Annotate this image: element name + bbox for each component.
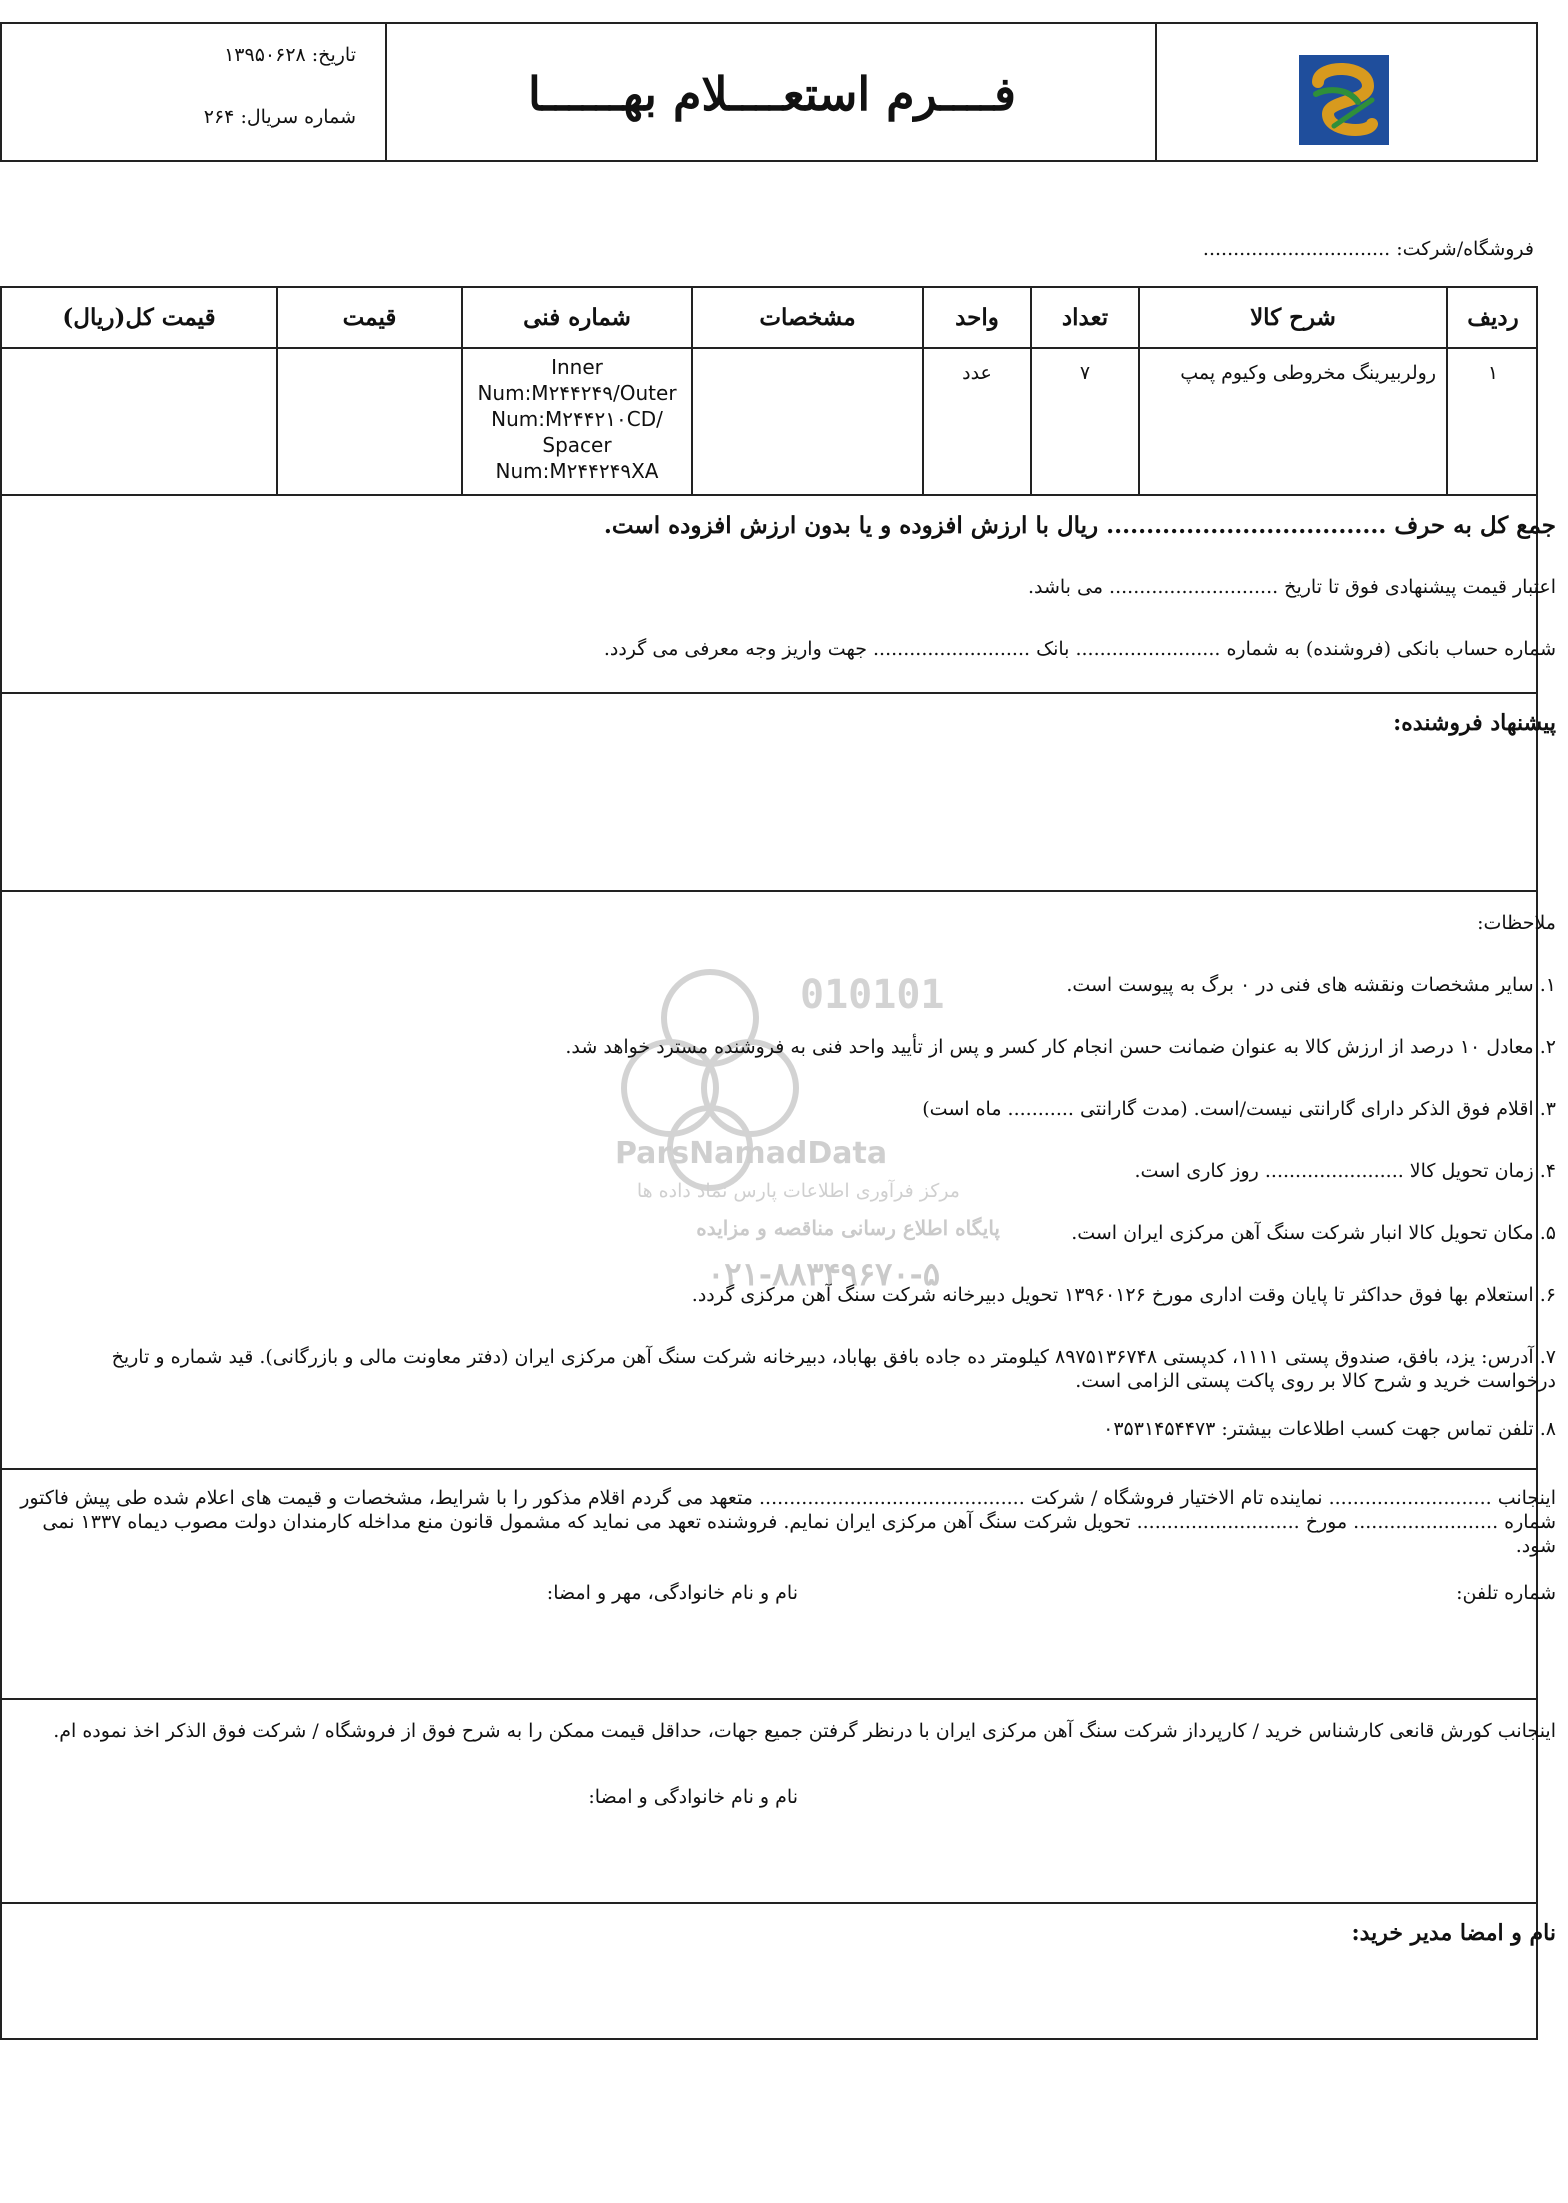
watermark-digits: 010101: [800, 972, 945, 1018]
cell-specifications: [693, 348, 922, 494]
tech-line: Inner: [551, 355, 603, 379]
cell-description: رولربیرینگ مخروطی وکیوم پمپ: [1180, 362, 1436, 384]
watermark-phone: ۰۲۱-۸۸۳۴۹۶۷۰-۵: [707, 1255, 940, 1293]
note-item-4: ۴. زمان تحویل کالا ....................... روز کاری است.: [1134, 1160, 1556, 1182]
note-item-6: ۶. استعلام بها فوق حداکثر تا پایان وقت اداری مورخ ۱۳۹۶۰۱۲۶ تحویل دبیرخانه شرکت سنگ آهن مرکزی گردد.: [691, 1284, 1556, 1306]
tech-line: Num:M۲۴۴۲۱۰CD/: [491, 407, 663, 431]
date-value: ۱۳۹۵۰۶۲۸: [224, 44, 306, 66]
serial-field: [204, 106, 356, 130]
serial-value: ۲۶۴: [203, 106, 235, 128]
watermark-brand: ParsNamadData: [615, 1136, 888, 1171]
commitment-text: اینجانب ........................... نماینده تام الاختیار فروشگاه / شرکت ............................................ متعهد می گردم اقلام مذکور را با شرایط، مشخصات و قیمت های اعلام شده طی پیش فاکتور شماره ........................ مورخ ........................... تحویل شرکت سنگ آهن مرکزی ایران نمایم. فروشنده تعهد می نماید که مشمول قانون منع مداخله کارمندان دولت مصوب دیماه ۱۳۳۷ نمی شود.: [20, 1487, 1556, 1557]
col-header-technical-number: شماره فنی: [523, 303, 631, 331]
expert-statement: اینجانب کورش قانعی کارشناس خرید / کارپرداز شرکت سنگ آهن مرکزی ایران با درنظر گرفتن جمیع جهات، حداقل قیمت ممکن را به شرح فوق از فروشگاه / شرکت فوق الذکر اخذ نموده ام.: [53, 1720, 1556, 1742]
company-logo-icon: [1298, 54, 1390, 146]
note-item-7: ۷. آدرس: یزد، بافق، صندوق پستی ۱۱۱۱، کدپستی ۸۹۷۵۱۳۶۷۴۸ کیلومتر ده جاده بافق بهاباد، دبیرخانه شرکت سنگ آهن مرکزی ایران (دفتر معاونت مالی و بازرگانی). قید شماره و تاریخ درخواست خرید و شرح کالا بر روی پاکت پستی الزامی است.: [111, 1346, 1556, 1392]
tech-line: Num:M۲۴۴۲۴۹/Outer: [477, 381, 677, 405]
purchase-manager-signature-label: نام و امضا مدیر خرید:: [1351, 1920, 1556, 1946]
cell-quantity: ۷: [1079, 362, 1091, 384]
note-item-3: ۳. اقلام فوق الذکر دارای گارانتی نیست/است. (مدت گارانتی ........... ماه است): [922, 1098, 1556, 1120]
shop-company-line: فروشگاه/شرکت: ...............................: [1202, 238, 1534, 260]
date-label: تاریخ:: [311, 44, 356, 66]
tech-line: Num:M۲۴۴۲۴۹XA: [495, 459, 659, 483]
note-item-5: ۵. مکان تحویل کالا انبار شرکت سنگ آهن مرکزی ایران است.: [1071, 1222, 1556, 1244]
col-header-price: قیمت: [342, 303, 397, 331]
cell-technical-number: [463, 348, 691, 494]
tech-line: Spacer: [542, 433, 612, 457]
seller-proposal-section: [0, 692, 1538, 892]
note-item-1: ۱. سایر مشخصات ونقشه های فنی در ۰ برگ به پیوست است.: [1066, 974, 1556, 996]
note-item-8: ۸. تلفن تماس جهت کسب اطلاعات بیشتر: ۰۳۵۳۱۴۵۴۴۷۳: [1103, 1418, 1556, 1440]
col-header-row-number: ردیف: [1467, 303, 1519, 331]
col-header-quantity: تعداد: [1061, 303, 1109, 331]
watermark-line2: پایگاه اطلاع رسانی مناقصه و مزایده: [696, 1216, 1000, 1240]
price-validity: اعتبار قیمت پیشنهادی فوق تا تاریخ ............................ می باشد.: [1027, 576, 1556, 598]
purchase-manager-section: [0, 1902, 1538, 2040]
col-header-description: شرح کالا: [1250, 303, 1336, 331]
form-title: فــــرم استعــــلام بهــــــا: [528, 67, 1016, 121]
cell-price: [278, 348, 461, 494]
expert-signature-label: نام و نام خانوادگی و امضا:: [588, 1786, 798, 1808]
date-field: [224, 44, 356, 68]
watermark-line1: مرکز فرآوری اطلاعات پارس نماد داده ها: [636, 1180, 960, 1202]
cell-total-price: [2, 348, 276, 494]
col-header-specifications: مشخصات: [759, 303, 856, 331]
seller-proposal-label: پیشنهاد فروشنده:: [1393, 710, 1556, 736]
cell-row-number: ۱: [1487, 362, 1499, 384]
total-in-words: جمع کل به حرف ................................... ریال با ارزش افزوده و یا بدون ارزش افزوده است.: [603, 512, 1556, 539]
bank-account-line: شماره حساب بانکی (فروشنده) به شماره ........................ بانک .......................... جهت واریز وجه معرفی می گردد.: [603, 638, 1556, 660]
notes-title: ملاحظات:: [1477, 912, 1556, 934]
col-header-unit: واحد: [955, 303, 999, 331]
seller-signature-label: نام و نام خانوادگی، مهر و امضا:: [546, 1582, 798, 1604]
serial-label: شماره سریال:: [240, 106, 356, 128]
form-header: [0, 22, 1538, 162]
phone-label: شماره تلفن:: [1456, 1582, 1556, 1604]
col-header-total-price: قیمت کل(ریال): [62, 303, 216, 331]
cell-unit: عدد: [962, 362, 992, 384]
note-item-2: ۲. معادل ۱۰ درصد از ارزش کالا به عنوان ضمانت حسن انجام کار کسر و پس از تأیید واحد فنی به فروشنده مسترد خواهد شد.: [565, 1036, 1556, 1058]
